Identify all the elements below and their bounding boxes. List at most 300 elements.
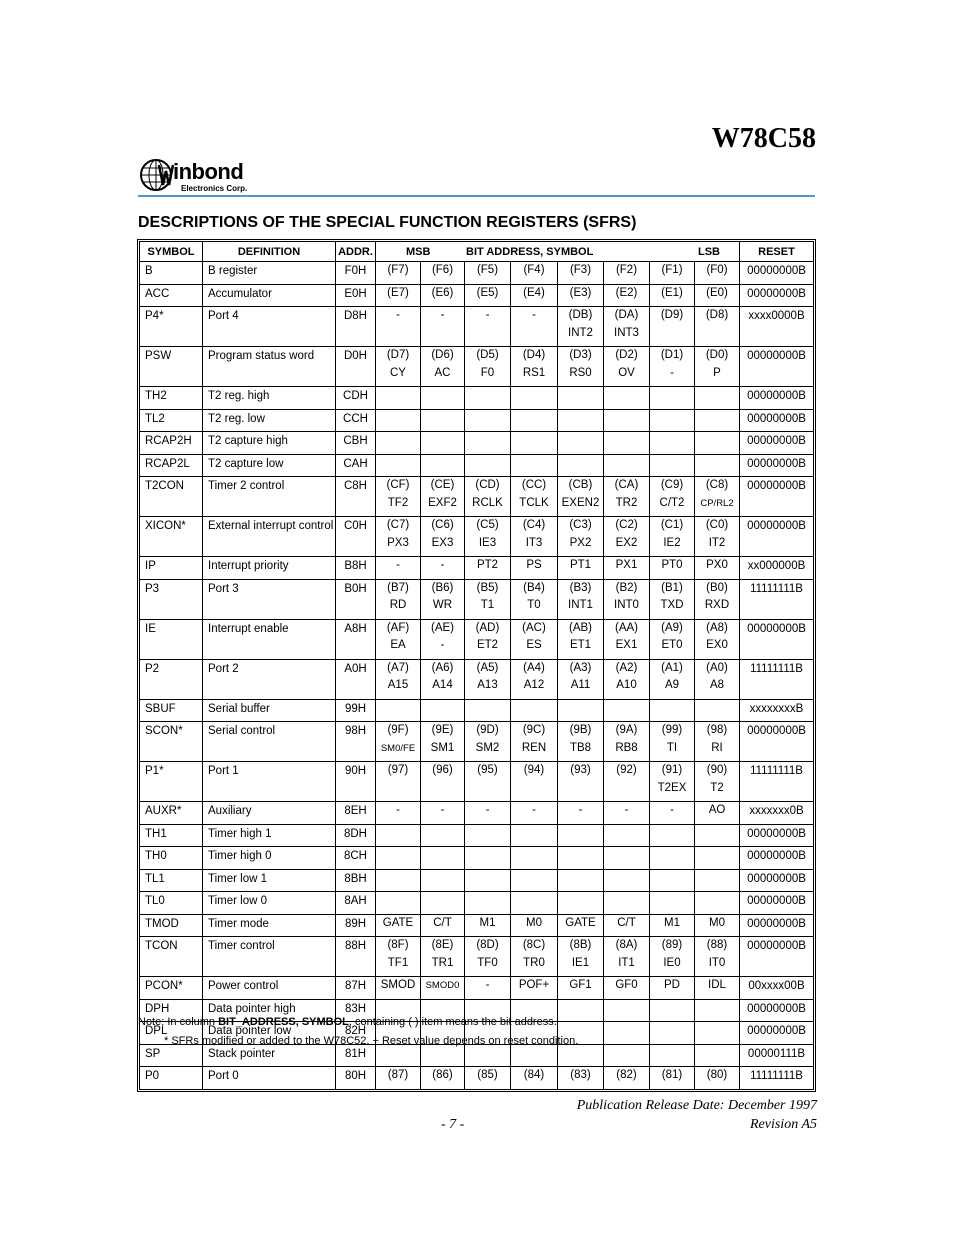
bit-address: (AF) (386, 621, 410, 634)
winbond-logo (139, 157, 269, 193)
bit-address: (AE) (431, 621, 454, 634)
bit-address: (B1) (661, 581, 683, 594)
cell-bit (558, 432, 604, 455)
cell-reset: xxxx0000B (740, 307, 814, 347)
cell-bit (511, 1067, 558, 1090)
bit-address: (A8) (706, 621, 728, 634)
bit-address: (F5) (476, 264, 499, 276)
cell-bit (465, 1044, 511, 1067)
cell-bit (511, 699, 558, 722)
bit-address: POF+ (518, 979, 550, 991)
bit-address: (A1) (661, 661, 683, 674)
cell-bit (695, 307, 740, 347)
cell-bit (695, 977, 740, 1000)
cell-address: C0H (336, 517, 376, 557)
cell-reset: 11111111B (740, 762, 814, 802)
cell-address: 88H (336, 937, 376, 977)
cell-bit (695, 454, 740, 477)
cell-address: 99H (336, 699, 376, 722)
cell-bit (465, 454, 511, 477)
bit-address: (C6) (431, 519, 454, 531)
cell-bit (511, 477, 558, 517)
cell-bit (695, 1067, 740, 1090)
bit-address: (84) (523, 1069, 545, 1081)
cell-bit (604, 722, 650, 762)
bit-symbol: IT3 (525, 536, 543, 549)
bit-symbol: TF0 (477, 956, 498, 969)
bit-address: - (532, 804, 536, 816)
cell-bit (376, 1067, 421, 1090)
cell-bit (511, 432, 558, 455)
cell-reset: 00000000B (740, 847, 814, 870)
bit-symbol: RXD (704, 599, 730, 611)
cell-definition: T2 reg. low (203, 409, 336, 432)
bit-symbol: SM1 (430, 741, 455, 754)
table-row (140, 892, 814, 915)
bit-address: (AA) (615, 621, 638, 634)
bit-address: (94) (523, 764, 545, 776)
cell-reset: 11111111B (740, 659, 814, 699)
bit-symbol: AC (434, 366, 451, 379)
cell-bit (465, 619, 511, 659)
bit-address: PX0 (706, 559, 728, 571)
cell-bit (558, 802, 604, 825)
bit-address: M1 (479, 916, 496, 929)
bit-address: (A3) (569, 661, 592, 674)
bit-symbol: INT0 (614, 599, 639, 611)
bit-symbol: TCLK (519, 496, 549, 509)
bit-address: GATE (382, 916, 414, 929)
cell-symbol: TL2 (140, 409, 203, 432)
cell-definition: Data pointer high (203, 999, 336, 1022)
bit-symbol: WR (432, 599, 453, 611)
bit-symbol: RB8 (615, 741, 638, 754)
table-note (138, 1016, 557, 1028)
cell-bit (558, 914, 604, 937)
table-row (140, 517, 814, 557)
cell-definition: Stack pointer (203, 1044, 336, 1067)
bit-address: (B2) (615, 581, 638, 594)
bit-symbol: TB8 (569, 741, 592, 754)
bit-address: C/T (617, 916, 636, 929)
cell-bit (604, 262, 650, 285)
cell-bit (465, 977, 511, 1000)
bit-symbol: EXF2 (428, 496, 457, 509)
bit-symbol: ET1 (569, 639, 592, 651)
cell-address: 87H (336, 977, 376, 1000)
cell-bit (511, 762, 558, 802)
table-row (140, 1067, 814, 1090)
cell-symbol: P2 (140, 659, 203, 699)
bit-address: PX1 (615, 559, 638, 571)
bit-address: (9B) (569, 724, 592, 736)
cell-reset: 00xxxx00B (740, 977, 814, 1000)
note-bold: BIT_ADDRESS, SYMBOL (218, 1016, 349, 1028)
cell-bit (558, 869, 604, 892)
bit-address: (C7) (386, 519, 410, 531)
document-title: W78C58 (711, 123, 816, 154)
cell-bit (650, 869, 695, 892)
bit-address: (B7) (387, 581, 409, 594)
cell-bit (376, 977, 421, 1000)
note-prefix: Note: In column (138, 1016, 219, 1028)
bit-symbol: A11 (570, 679, 591, 691)
bit-address: (9C) (522, 724, 546, 736)
cell-bit (421, 802, 465, 825)
cell-bit (376, 557, 421, 580)
header-rule (138, 195, 815, 197)
bit-symbol: A12 (523, 679, 545, 691)
bit-address: (CE) (430, 479, 455, 491)
cell-bit (511, 802, 558, 825)
bit-symbol: A9 (664, 679, 680, 691)
cell-reset: 11111111B (740, 1067, 814, 1090)
bit-symbol: SM0/FE (380, 742, 416, 754)
cell-definition: Timer low 1 (203, 869, 336, 892)
cell-bit (558, 1067, 604, 1090)
table-row (140, 307, 814, 347)
cell-bit (650, 432, 695, 455)
bit-address: - (440, 309, 445, 321)
header-msb: MSB (406, 246, 431, 258)
cell-definition: T2 reg. high (203, 387, 336, 410)
bit-address: SMOD0 (425, 980, 460, 991)
cell-bit (650, 557, 695, 580)
cell-bit (465, 284, 511, 307)
cell-bit (695, 937, 740, 977)
cell-reset: 00000000B (740, 262, 814, 285)
cell-bit (511, 914, 558, 937)
cell-reset: 00000000B (740, 409, 814, 432)
bit-address: (8F) (387, 939, 409, 951)
cell-bit (465, 847, 511, 870)
cell-reset: 00000000B (740, 722, 814, 762)
bit-address: (F6) (431, 264, 454, 276)
table-row (140, 937, 814, 977)
cell-bit (465, 557, 511, 580)
header-lsb: LSB (698, 246, 720, 258)
cell-bit (465, 1067, 511, 1090)
table-row (140, 847, 814, 870)
bit-symbol: - (670, 366, 674, 379)
cell-bit (558, 977, 604, 1000)
table-row (140, 262, 814, 285)
cell-bit (376, 432, 421, 455)
cell-bit (421, 1044, 465, 1067)
cell-bit (376, 937, 421, 977)
bit-address: - (396, 559, 400, 571)
cell-address: F0H (336, 262, 376, 285)
cell-bit (604, 409, 650, 432)
cell-bit (511, 517, 558, 557)
cell-address: D8H (336, 307, 376, 347)
cell-reset: xxxxxxxxB (740, 699, 814, 722)
bit-address: (D3) (569, 349, 592, 361)
cell-symbol: RCAP2L (140, 454, 203, 477)
cell-bit (421, 892, 465, 915)
cell-bit (511, 847, 558, 870)
bit-address: (C0) (705, 519, 729, 531)
cell-bit (695, 722, 740, 762)
cell-bit (511, 722, 558, 762)
bit-address: (CA) (614, 479, 639, 491)
bit-address: (D5) (476, 349, 499, 361)
cell-bit (376, 409, 421, 432)
cell-definition: Timer low 0 (203, 892, 336, 915)
cell-bit (650, 284, 695, 307)
cell-address: A8H (336, 619, 376, 659)
cell-bit (421, 762, 465, 802)
bit-symbol: ET2 (476, 639, 499, 651)
cell-symbol: IP (140, 557, 203, 580)
cell-bit (695, 1044, 740, 1067)
cell-definition: Power control (203, 977, 336, 1000)
cell-reset: 00000000B (740, 454, 814, 477)
bit-symbol: T2EX (657, 781, 687, 794)
bit-address: - (624, 804, 629, 816)
cell-definition: Interrupt priority (203, 557, 336, 580)
table-footnote: * SFRs modified or added to the W78C52. + Reset value depends on reset condition. (164, 1035, 579, 1047)
cell-reset: 00000000B (740, 477, 814, 517)
cell-bit (695, 824, 740, 847)
cell-bit (604, 1022, 650, 1045)
cell-bit (604, 847, 650, 870)
cell-address: CCH (336, 409, 376, 432)
cell-address: 98H (336, 722, 376, 762)
cell-reset: 00000000B (740, 432, 814, 455)
cell-bit (695, 847, 740, 870)
cell-bit (558, 557, 604, 580)
cell-definition: T2 capture low (203, 454, 336, 477)
cell-bit (465, 307, 511, 347)
cell-bit (604, 517, 650, 557)
cell-bit (376, 914, 421, 937)
cell-definition: Serial buffer (203, 699, 336, 722)
cell-bit (604, 699, 650, 722)
cell-bit (376, 699, 421, 722)
cell-bit (650, 977, 695, 1000)
cell-symbol: SBUF (140, 699, 203, 722)
cell-bit (376, 284, 421, 307)
cell-bit (695, 387, 740, 410)
bit-address: (F3) (569, 264, 592, 276)
bit-address: (9D) (476, 724, 499, 736)
cell-address: 81H (336, 1044, 376, 1067)
cell-bit (465, 432, 511, 455)
bit-address: (E1) (661, 286, 683, 299)
bit-symbol: IE2 (663, 536, 681, 549)
cell-bit (604, 284, 650, 307)
cell-bit (650, 824, 695, 847)
cell-symbol: TH0 (140, 847, 203, 870)
bit-address: (DB) (568, 309, 593, 321)
table-row (140, 477, 814, 517)
bit-address: (E3) (569, 286, 592, 299)
cell-address: 90H (336, 762, 376, 802)
table-row (140, 1044, 814, 1067)
bit-symbol: PX2 (569, 536, 592, 549)
cell-symbol: TH2 (140, 387, 203, 410)
cell-definition: Data pointer low (203, 1022, 336, 1045)
cell-definition: External interrupt control (203, 517, 336, 557)
cell-bit (465, 517, 511, 557)
cell-bit (376, 347, 421, 387)
cell-bit (650, 1022, 695, 1045)
cell-definition: Timer 2 control (203, 477, 336, 517)
cell-bit (511, 454, 558, 477)
cell-bit (376, 619, 421, 659)
cell-reset: 00000000B (740, 347, 814, 387)
bit-address: (AD) (475, 621, 500, 634)
bit-address: (E5) (476, 286, 499, 299)
bit-symbol: TF2 (387, 496, 409, 509)
cell-bit (421, 1067, 465, 1090)
cell-bit (650, 1044, 695, 1067)
bit-address: (B5) (476, 581, 499, 594)
bit-address: - (670, 804, 674, 816)
cell-reset: 00000111B (740, 1044, 814, 1067)
table-row (140, 722, 814, 762)
bit-address: (83) (570, 1069, 591, 1081)
bit-address: PT1 (569, 559, 592, 571)
bit-address: (8B) (569, 939, 592, 951)
bit-address: C/T (433, 916, 452, 929)
section-title: DESCRIPTIONS OF THE SPECIAL FUNCTION REGISTERS (SFRS) (138, 214, 637, 231)
header-symbol: SYMBOL (140, 242, 203, 262)
cell-bit (465, 387, 511, 410)
cell-bit (376, 454, 421, 477)
cell-symbol: ACC (140, 284, 203, 307)
cell-address: 8EH (336, 802, 376, 825)
bit-symbol: RCLK (472, 496, 503, 509)
cell-bit (465, 869, 511, 892)
cell-bit (465, 892, 511, 915)
bit-address: (E7) (387, 286, 409, 299)
cell-bit (650, 914, 695, 937)
cell-definition: Port 3 (203, 579, 336, 619)
bit-symbol: CP/RL2 (700, 497, 734, 509)
cell-bit (650, 802, 695, 825)
bit-symbol: INT3 (614, 326, 639, 339)
cell-bit (376, 892, 421, 915)
cell-bit (558, 847, 604, 870)
bit-symbol: EA (390, 639, 406, 651)
bit-address: (86) (432, 1069, 453, 1081)
cell-symbol: DPH (140, 999, 203, 1022)
cell-bit (558, 409, 604, 432)
cell-bit (650, 387, 695, 410)
bit-address: (DA) (614, 309, 639, 321)
cell-address: 8AH (336, 892, 376, 915)
bit-address: (F4) (523, 264, 545, 276)
cell-bit (558, 699, 604, 722)
bit-address: (A2) (615, 661, 638, 674)
cell-bit (511, 284, 558, 307)
cell-bit (650, 477, 695, 517)
header-bit-address (376, 242, 740, 262)
bit-address: (CF) (386, 479, 410, 491)
header-bit-symbol: BIT ADDRESS, SYMBOL (466, 246, 594, 258)
cell-bit (604, 762, 650, 802)
bit-address: (D9) (660, 309, 684, 321)
cell-symbol: T2CON (140, 477, 203, 517)
cell-definition: Port 4 (203, 307, 336, 347)
bit-address: (E2) (615, 286, 638, 299)
bit-address: (F2) (615, 264, 638, 276)
cell-bit (421, 869, 465, 892)
cell-bit (558, 824, 604, 847)
cell-bit (604, 1044, 650, 1067)
table-row (140, 802, 814, 825)
bit-symbol: CY (390, 366, 406, 379)
cell-symbol: P4* (140, 307, 203, 347)
cell-bit (511, 347, 558, 387)
bit-address: (B3) (569, 581, 592, 594)
cell-bit (421, 517, 465, 557)
cell-bit (465, 659, 511, 699)
cell-bit (511, 937, 558, 977)
cell-bit (604, 977, 650, 1000)
bit-address: (E6) (431, 286, 454, 299)
bit-address: (82) (616, 1069, 637, 1081)
cell-bit (376, 262, 421, 285)
cell-bit (695, 659, 740, 699)
table-header-row (140, 242, 814, 262)
cell-symbol: IE (140, 619, 203, 659)
publication-date: Publication Release Date: December 1997 (576, 1098, 817, 1113)
cell-bit (421, 847, 465, 870)
table-row (140, 762, 814, 802)
bit-address: (C1) (660, 519, 684, 531)
cell-bit (511, 307, 558, 347)
cell-bit (558, 579, 604, 619)
bit-symbol: IT1 (618, 956, 635, 969)
cell-address: 80H (336, 1067, 376, 1090)
cell-reset: 00000000B (740, 892, 814, 915)
bit-symbol: TR1 (431, 956, 454, 969)
cell-bit (511, 824, 558, 847)
cell-bit (511, 557, 558, 580)
cell-bit (695, 762, 740, 802)
cell-bit (650, 1067, 695, 1090)
bit-address: (D8) (705, 309, 729, 321)
sfr-table (139, 241, 814, 1090)
table-row (140, 699, 814, 722)
cell-address: 83H (336, 999, 376, 1022)
cell-bit (604, 824, 650, 847)
cell-bit (376, 307, 421, 347)
bit-address: (A4) (523, 661, 545, 674)
bit-symbol: EXEN2 (561, 496, 600, 509)
logo-wordmark: inbond (173, 159, 244, 184)
table-row (140, 347, 814, 387)
bit-symbol: TR2 (615, 496, 638, 509)
cell-bit (511, 1044, 558, 1067)
cell-bit (421, 579, 465, 619)
cell-bit (511, 387, 558, 410)
bit-address: (88) (706, 939, 728, 951)
bit-symbol: TF1 (387, 956, 409, 969)
cell-address: CDH (336, 387, 376, 410)
cell-bit (376, 1044, 421, 1067)
cell-bit (604, 557, 650, 580)
bit-address: (D1) (660, 349, 684, 361)
cell-bit (650, 659, 695, 699)
bit-address: (91) (661, 764, 683, 776)
cell-bit (376, 847, 421, 870)
cell-address: D0H (336, 347, 376, 387)
cell-bit (695, 477, 740, 517)
